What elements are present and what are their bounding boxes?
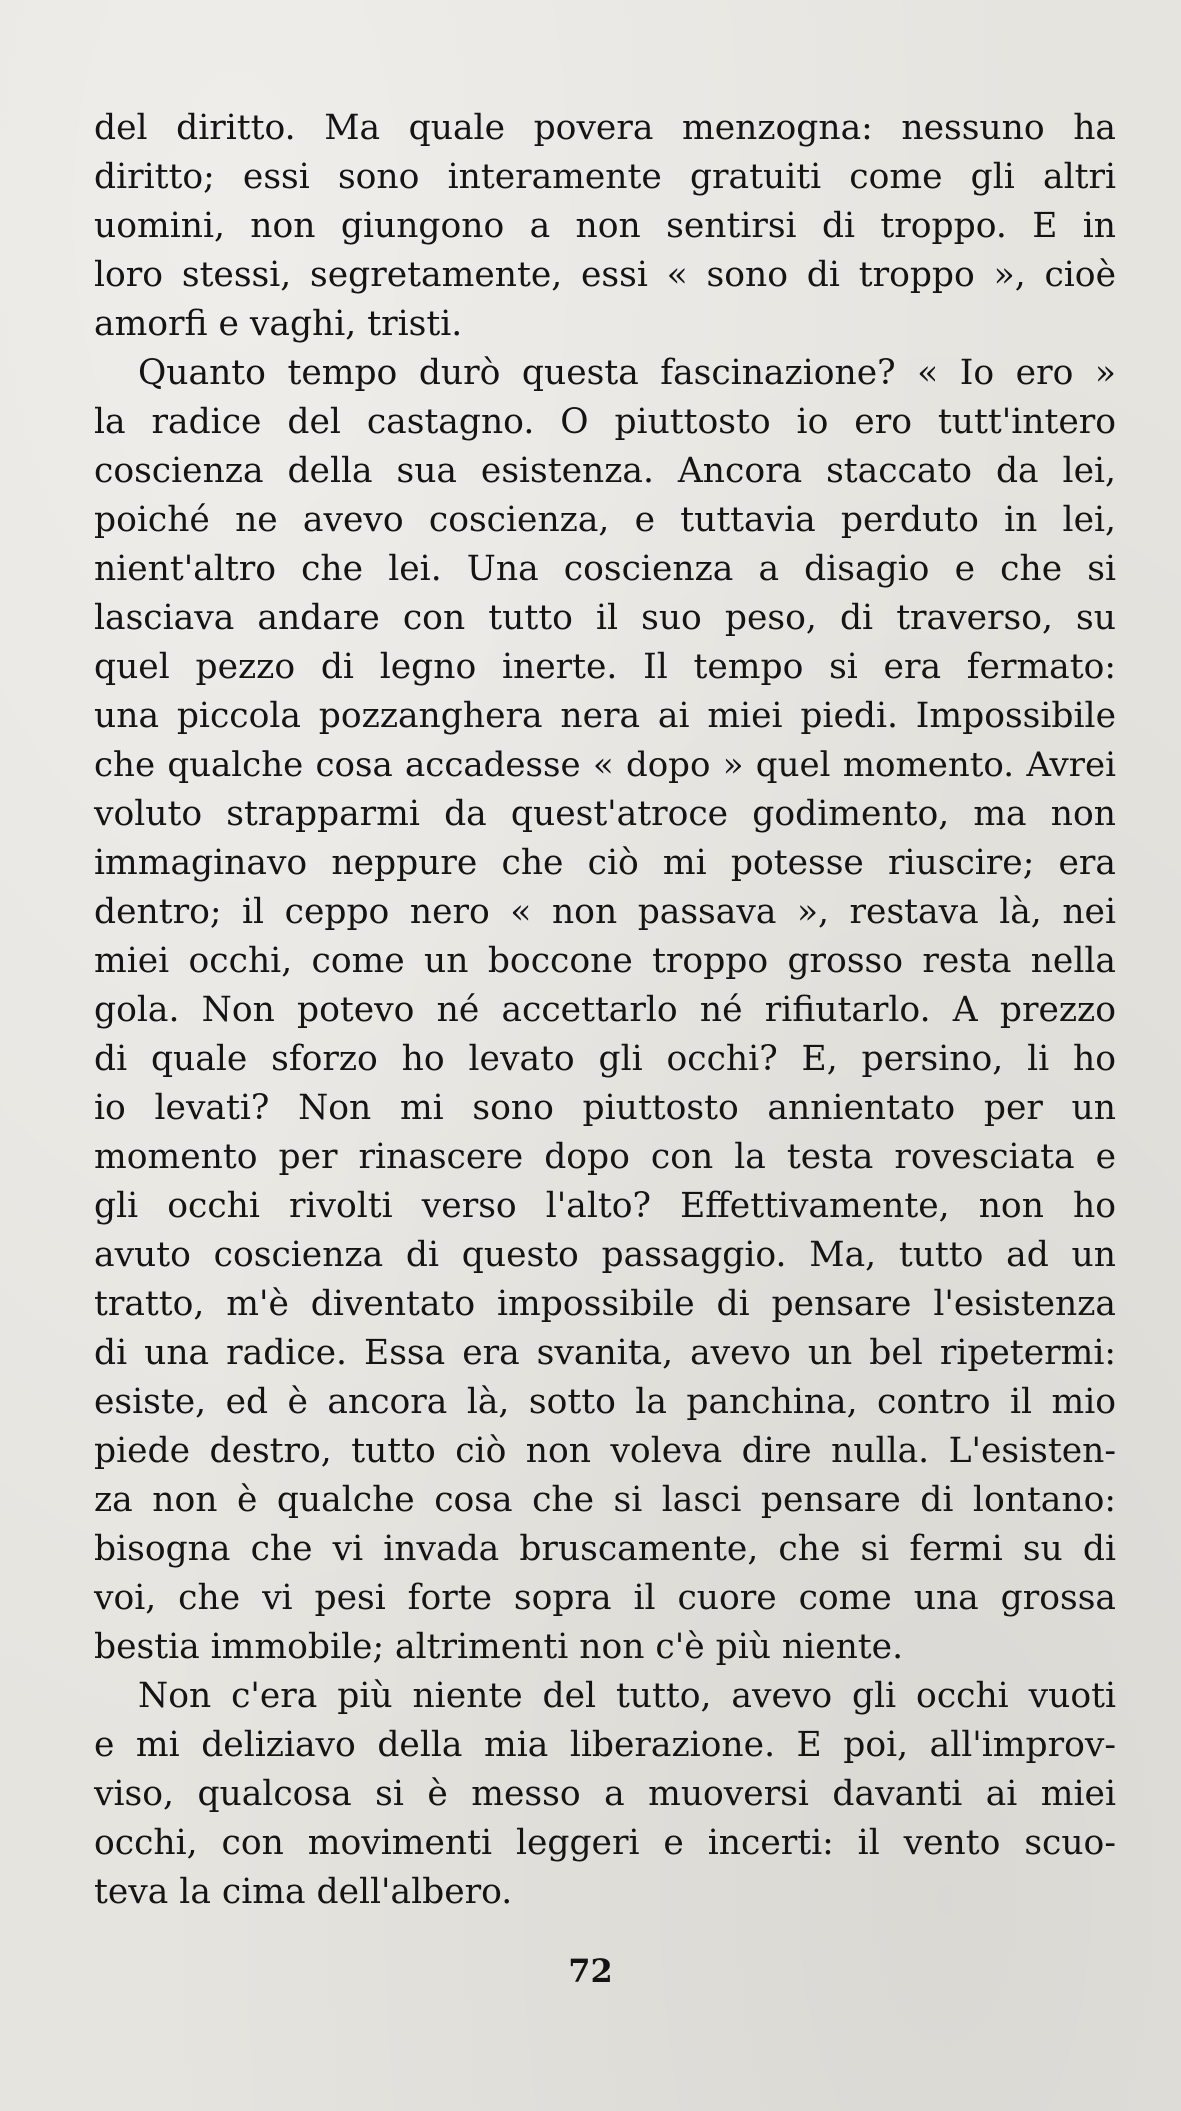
text-line: viso, qualcosa si è messo a muoversi davanti ai miei	[94, 1774, 1116, 1814]
text-line: Quanto tempo durò questa fascinazione? « Io ero »	[138, 353, 1116, 393]
text-line: che qualche cosa accadesse « dopo » quel momento. Avrei	[94, 745, 1116, 785]
body-text	[94, 104, 1116, 1917]
text-line: del diritto. Ma quale povera menzogna: nessuno ha	[94, 108, 1116, 148]
text-line: voluto strapparmi da quest'atroce godimento, ma non	[94, 794, 1116, 834]
text-line: gli occhi rivolti verso l'alto? Effettivamente, non ho	[94, 1186, 1116, 1226]
paragraph	[94, 349, 1116, 1672]
text-line: za non è qualche cosa che si lasci pensare di lontano:	[94, 1480, 1116, 1520]
text-line: miei occhi, come un boccone troppo grosso resta nella	[94, 941, 1116, 981]
text-line: la radice del castagno. O piuttosto io ero tutt'intero	[94, 402, 1116, 442]
text-line: bestia immobile; altrimenti non c'è più niente.	[94, 1627, 904, 1667]
text-line: momento per rinascere dopo con la testa rovesciata e	[94, 1137, 1116, 1177]
text-line: poiché ne avevo coscienza, e tuttavia perduto in lei,	[94, 500, 1116, 540]
text-line: di quale sforzo ho levato gli occhi? E, persino, li ho	[94, 1039, 1116, 1079]
text-line: tratto, m'è diventato impossibile di pensare l'esistenza	[94, 1284, 1116, 1324]
text-line: bisogna che vi invada bruscamente, che si fermi su di	[94, 1529, 1116, 1569]
text-line: loro stessi, segretamente, essi « sono di troppo », cioè	[94, 255, 1116, 295]
text-line: quel pezzo di legno inerte. Il tempo si era fermato:	[94, 647, 1116, 687]
paragraph	[94, 104, 1116, 349]
page-number: 72	[568, 1952, 613, 1990]
text-line: coscienza della sua esistenza. Ancora staccato da lei,	[94, 451, 1116, 491]
text-line: dentro; il ceppo nero « non passava », restava là, nei	[94, 892, 1116, 932]
text-line: di una radice. Essa era svanita, avevo un bel ripetermi:	[94, 1333, 1116, 1373]
text-line: immaginavo neppure che ciò mi potesse riuscire; era	[94, 843, 1116, 883]
text-line: io levati? Non mi sono piuttosto annientato per un	[94, 1088, 1116, 1128]
text-line: avuto coscienza di questo passaggio. Ma, tutto ad un	[94, 1235, 1116, 1275]
text-line: piede destro, tutto ciò non voleva dire nulla. L'esisten-	[94, 1431, 1116, 1471]
text-line: lasciava andare con tutto il suo peso, di traverso, su	[94, 598, 1116, 638]
text-line: teva la cima dell'albero.	[94, 1872, 513, 1912]
text-line: gola. Non potevo né accettarlo né rifiutarlo. A prezzo	[94, 990, 1116, 1030]
text-line: uomini, non giungono a non sentirsi di troppo. E in	[94, 206, 1116, 246]
paragraph	[94, 1672, 1116, 1917]
text-line: esiste, ed è ancora là, sotto la panchina, contro il mio	[94, 1382, 1116, 1422]
text-line: voi, che vi pesi forte sopra il cuore come una grossa	[94, 1578, 1116, 1618]
text-line: amorfi e vaghi, tristi.	[94, 304, 463, 344]
text-line: Non c'era più niente del tutto, avevo gli occhi vuoti	[138, 1676, 1116, 1716]
text-line: diritto; essi sono interamente gratuiti come gli altri	[94, 157, 1116, 197]
text-line: una piccola pozzanghera nera ai miei piedi. Impossibile	[94, 696, 1116, 736]
text-line: e mi deliziavo della mia liberazione. E poi, all'improv-	[94, 1725, 1116, 1765]
text-line: nient'altro che lei. Una coscienza a disagio e che si	[94, 549, 1116, 589]
text-line: occhi, con movimenti leggeri e incerti: il vento scuo-	[94, 1823, 1116, 1863]
